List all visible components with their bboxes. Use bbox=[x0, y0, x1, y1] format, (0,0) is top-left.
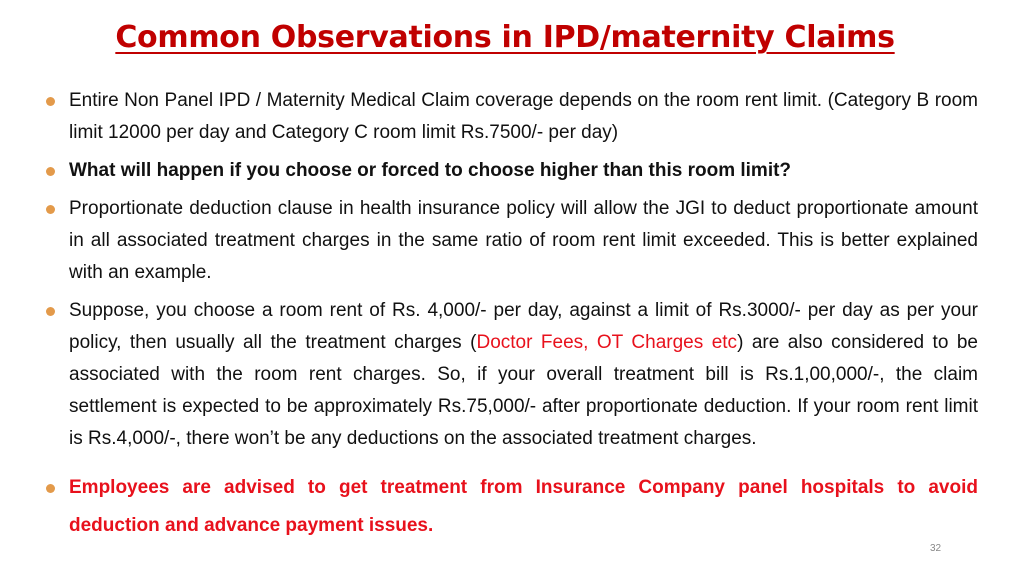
bullet-item-room-rent-limit bbox=[46, 85, 978, 149]
bullet-text-after: ) are also considered to be associated with the room rent charges. So, if your overall treatment bill is Rs.1,00,000/-, the claim settlement is expected to be approximately Rs.75,000/- after proportionate deduction. If your room rent limit is Rs.4,000/-, there won’t be any deductions on the associated treatment charges. bbox=[69, 332, 978, 449]
bullet-text-before: Suppose, you choose a room rent of Rs. 4,000/- per day, against a limit of Rs.3000/- per day as per your policy, then usually all the treatment charges ( bbox=[69, 300, 978, 353]
page-number: 32 bbox=[930, 543, 942, 554]
bullet-text: Proportionate deduction clause in health insurance policy will allow the JGI to deduct proportionate amount in all associated treatment charges in the same ratio of room rent limit exceeded. This is better explained with an example. bbox=[69, 198, 978, 283]
bullet-text: Employees are advised to get treatment from Insurance Company panel hospitals to avoid deduction and advance payment issues. bbox=[69, 477, 978, 536]
bullet-item-example bbox=[46, 295, 978, 455]
bullet-text: What will happen if you choose or forced to choose higher than this room limit? bbox=[69, 160, 792, 181]
bullet-dot-icon bbox=[46, 205, 55, 214]
bullet-text: Entire Non Panel IPD / Maternity Medical Claim coverage depends on the room rent limit. (Category B room limit 12000 per day and Category C room limit Rs.7500/- per day) bbox=[69, 90, 978, 143]
bullet-item-advisory bbox=[46, 469, 978, 545]
bullet-highlight-text: Doctor Fees, OT Charges etc bbox=[476, 332, 738, 353]
slide-title: Common Observations in IPD/maternity Claims bbox=[115, 20, 895, 55]
bullet-dot-icon bbox=[46, 484, 55, 493]
bullet-list bbox=[46, 85, 978, 545]
bullet-dot-icon bbox=[46, 307, 55, 316]
bullet-item-proportionate-deduction bbox=[46, 193, 978, 289]
bullet-dot-icon bbox=[46, 97, 55, 106]
bullet-dot-icon bbox=[46, 167, 55, 176]
bullet-item-question bbox=[46, 155, 978, 187]
